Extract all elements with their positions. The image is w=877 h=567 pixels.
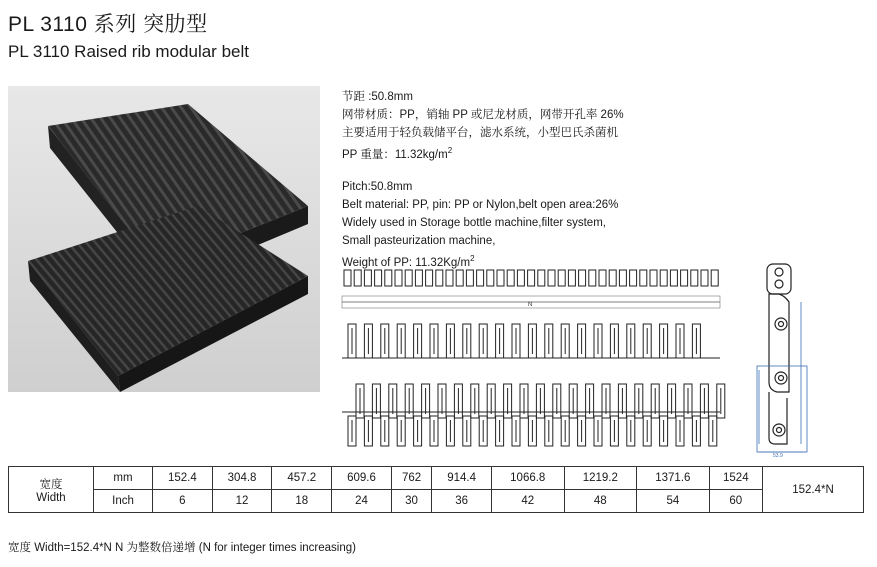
spec-weight-en: Weight of PP: $11.32Kg/m^2$ xyxy=(342,254,475,269)
table-cell: 42 xyxy=(491,490,564,513)
unit-mm: mm xyxy=(94,467,153,490)
belt-module-top xyxy=(619,270,626,286)
belt-module-top xyxy=(701,270,708,286)
spec-usage-en-1: Widely used in Storage bottle machine,filter system, xyxy=(342,217,606,229)
table-cell: 48 xyxy=(564,490,637,513)
belt-module-top xyxy=(711,270,718,286)
belt-module-top xyxy=(487,270,494,286)
belt-module-top xyxy=(517,270,524,286)
belt-module-top xyxy=(548,270,555,286)
table-cell: 1219.2 xyxy=(564,467,637,490)
belt-module-top xyxy=(354,270,361,286)
belt-module-top xyxy=(630,270,637,286)
table-row xyxy=(9,467,864,490)
belt-technical-drawing xyxy=(338,266,733,462)
table-cell: 1066.8 xyxy=(491,467,564,490)
width-table xyxy=(8,466,864,513)
table-cell: 60 xyxy=(709,490,762,513)
belt-module-top xyxy=(660,270,667,286)
table-cell: 609.6 xyxy=(332,467,392,490)
belt-module-top xyxy=(344,270,351,286)
width-header-cell xyxy=(9,467,94,513)
table-cell: 36 xyxy=(432,490,492,513)
page-title-cn: PL 3110 系列 突肋型 xyxy=(8,13,208,36)
table-cell: 762 xyxy=(391,467,431,490)
belt-module-top xyxy=(446,270,453,286)
width-note: 宽度 Width=152.4*N N 为整数倍递增 (N for integer times increasing) xyxy=(8,542,356,554)
unit-inch: Inch xyxy=(94,490,153,513)
belt-module-top xyxy=(497,270,504,286)
table-cell: 304.8 xyxy=(212,467,272,490)
belt-module-top xyxy=(609,270,616,286)
belt-module-top xyxy=(568,270,575,286)
table-cell: 24 xyxy=(332,490,392,513)
spec-usage-cn: 主要适用于轻负载储平台，滤水系统，小型巴氏杀菌机 xyxy=(342,127,618,139)
belt-photo xyxy=(8,86,320,392)
table-cell: 18 xyxy=(272,490,332,513)
belt-module-top xyxy=(405,270,412,286)
belt-module-top xyxy=(640,270,647,286)
belt-module-top xyxy=(650,270,657,286)
page-title-en: PL 3110 Raised rib modular belt xyxy=(8,42,249,61)
spec-usage-en-2: Small pasteurization machine, xyxy=(342,235,496,247)
belt-module-top xyxy=(691,270,698,286)
belt-module-top xyxy=(599,270,606,286)
table-cell: 12 xyxy=(212,490,272,513)
table-cell: 914.4 xyxy=(432,467,492,490)
spec-weight-cn: PP 重量：$11.32kg/m^2$ xyxy=(342,146,453,161)
belt-module-top xyxy=(364,270,371,286)
table-row xyxy=(9,490,864,513)
belt-module-top xyxy=(385,270,392,286)
belt-module-top xyxy=(415,270,422,286)
belt-module-top xyxy=(589,270,596,286)
belt-module-top xyxy=(538,270,545,286)
spec-block-en xyxy=(342,178,618,272)
belt-side-profile xyxy=(755,262,815,458)
belt-module-top xyxy=(395,270,402,286)
belt-module-top xyxy=(477,270,484,286)
table-cell: 1524 xyxy=(709,467,762,490)
belt-module-top xyxy=(507,270,514,286)
table-cell: 54 xyxy=(637,490,710,513)
width-header-cn: 宽度 xyxy=(39,478,63,491)
belt-module-top xyxy=(558,270,565,286)
table-cell: 1371.6 xyxy=(637,467,710,490)
side-dimension-label: 53.9 xyxy=(773,453,783,458)
belt-module-top xyxy=(456,270,463,286)
table-cell: 457.2 xyxy=(272,467,332,490)
spec-pitch-en: Pitch:50.8mm xyxy=(342,181,413,193)
belt-module-top xyxy=(579,270,586,286)
width-formula-cell: 152.4*N xyxy=(763,467,864,513)
spec-material-en: Belt material: PP, pin: PP or Nylon,belt open area:26% xyxy=(342,199,619,211)
belt-module-top xyxy=(528,270,535,286)
table-cell: 6 xyxy=(153,490,213,513)
spec-block-cn xyxy=(342,88,624,164)
belt-module-top xyxy=(375,270,382,286)
spec-pitch-cn: 节距 :50.8mm xyxy=(342,91,413,103)
spec-material-cn: 网带材质：PP，销轴 PP 或尼龙材质，网带开孔率 26% xyxy=(342,109,624,121)
belt-module-top xyxy=(466,270,473,286)
belt-module-top xyxy=(670,270,677,286)
width-header-en: Width xyxy=(36,491,66,504)
width-dimension-label: N xyxy=(528,302,533,308)
belt-module-top xyxy=(681,270,688,286)
belt-module-top xyxy=(436,270,443,286)
table-cell: 30 xyxy=(391,490,431,513)
table-cell: 152.4 xyxy=(153,467,213,490)
belt-module-top xyxy=(426,270,433,286)
